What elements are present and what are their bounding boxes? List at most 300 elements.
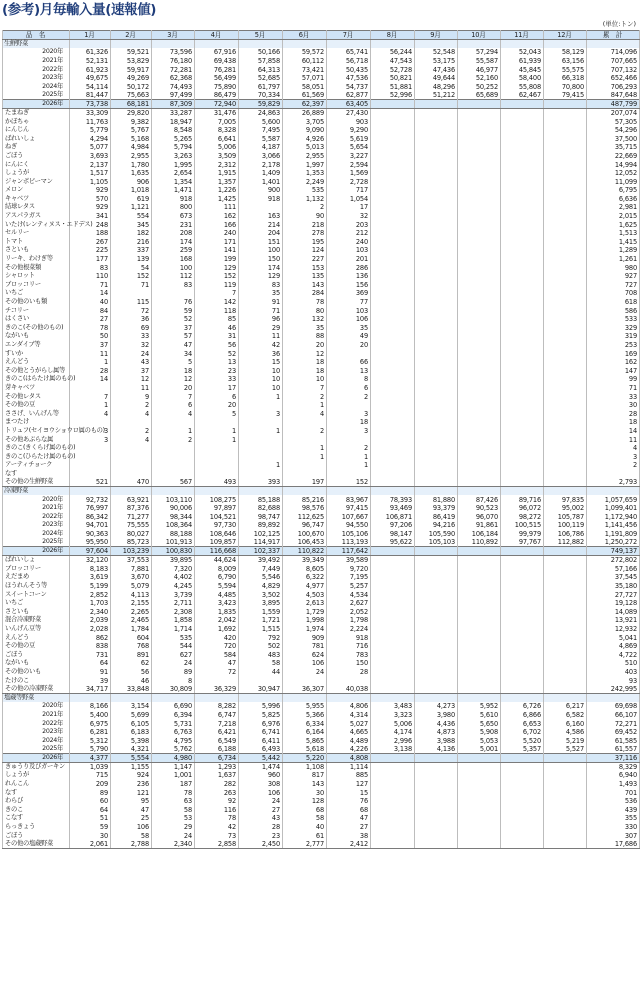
row-label: 2026年 [3, 547, 70, 556]
cell: 10 [239, 375, 283, 384]
cell: 92 [195, 797, 239, 806]
cell: 90,363 [70, 530, 111, 539]
cell: 1,226 [195, 186, 239, 195]
cell: 209 [70, 780, 111, 789]
cell: 30,809 [152, 685, 195, 694]
cell: 227 [283, 255, 327, 264]
cell: 47 [195, 659, 239, 668]
cell: 169 [587, 349, 640, 358]
row-label: かぼちゃ [3, 117, 70, 126]
cell: 2,955 [111, 152, 152, 161]
cell: 81,447 [70, 91, 111, 100]
item-row [3, 763, 640, 772]
row-label: きのこ(その他のもの) [3, 324, 70, 333]
cell [458, 384, 501, 393]
section-row [3, 40, 640, 49]
cell [501, 341, 544, 350]
cell: 1,471 [152, 186, 195, 195]
cell [458, 668, 501, 677]
cell [327, 676, 371, 685]
row-label: ながいも [3, 332, 70, 341]
cell [501, 435, 544, 444]
cell: 59 [152, 306, 195, 315]
cell [415, 324, 458, 333]
cell: 536 [587, 797, 640, 806]
cell: 56 [195, 341, 239, 350]
cell: 2,450 [239, 840, 283, 849]
cell: 11,099 [587, 177, 640, 186]
cell [371, 255, 415, 264]
row-label: 2024年 [3, 82, 70, 91]
cell: 862 [70, 633, 111, 642]
cell: 12 [111, 375, 152, 384]
cell: 2,137 [70, 160, 111, 169]
cell [544, 169, 587, 178]
row-label: たけのこ [3, 676, 70, 685]
row-label: 2021年 [3, 711, 70, 720]
cell [587, 487, 640, 496]
cell [415, 831, 458, 840]
cell: 58 [111, 831, 152, 840]
cell: 14 [587, 427, 640, 436]
cell: 77 [327, 298, 371, 307]
cell: 174 [152, 238, 195, 247]
cell: 6,188 [195, 745, 239, 754]
cell: 6,940 [587, 771, 640, 780]
cell: 4,665 [327, 728, 371, 737]
row-label: ながいも [3, 659, 70, 668]
cell: 47 [111, 806, 152, 815]
cell: 2,711 [152, 599, 195, 608]
cell: 11 [239, 332, 283, 341]
cell: 4,174 [371, 728, 415, 737]
cell: 75,890 [195, 82, 239, 91]
item-row [3, 134, 640, 143]
item-row [3, 633, 640, 642]
item-row [3, 435, 640, 444]
cell: 97,604 [70, 547, 111, 556]
row-label: スイートコーン [3, 590, 70, 599]
cell: 17 [327, 203, 371, 212]
cell: 10 [239, 384, 283, 393]
cell: 673 [152, 212, 195, 221]
cell: 111 [195, 203, 239, 212]
cell: 89 [152, 668, 195, 677]
cell: 2,224 [327, 625, 371, 634]
cell [371, 823, 415, 832]
cell: 2 [283, 427, 327, 436]
cell [327, 40, 371, 49]
cell [544, 272, 587, 281]
cell: 5,794 [152, 143, 195, 152]
cell: 1,995 [152, 160, 195, 169]
cell: 8,329 [587, 763, 640, 772]
cell [152, 289, 195, 298]
cell [544, 547, 587, 556]
cell: 1,858 [152, 616, 195, 625]
cell [371, 625, 415, 634]
cell: 20 [152, 384, 195, 393]
unit-label: (単位:トン) [602, 20, 636, 28]
cell [501, 668, 544, 677]
cell: 61,557 [587, 745, 640, 754]
cell: 1 [283, 401, 327, 410]
cell: 101,913 [152, 538, 195, 547]
cell: 50,821 [371, 74, 415, 83]
cell [70, 693, 111, 702]
cell [415, 435, 458, 444]
cell [371, 358, 415, 367]
cell [501, 427, 544, 436]
cell: 135 [283, 272, 327, 281]
cell [501, 306, 544, 315]
cell: 9,290 [327, 126, 371, 135]
cell: 43 [111, 358, 152, 367]
item-row [3, 608, 640, 617]
cell [70, 452, 111, 461]
cell: 73 [195, 831, 239, 840]
cell: 100,830 [152, 547, 195, 556]
cell [501, 152, 544, 161]
cell [501, 754, 544, 763]
cell: 624 [283, 650, 327, 659]
cell: 13 [327, 366, 371, 375]
cell [501, 160, 544, 169]
cell: 586 [587, 306, 640, 315]
cell: 900 [239, 186, 283, 195]
column-header: 品 名 [3, 31, 70, 40]
row-label: 2026年 [3, 100, 70, 109]
cell [371, 608, 415, 617]
cell [501, 366, 544, 375]
cell: 4,980 [152, 754, 195, 763]
cell: 106 [239, 788, 283, 797]
cell [327, 470, 371, 479]
cell: 50 [70, 332, 111, 341]
cell: 2,788 [111, 840, 152, 849]
cell: 707,665 [587, 57, 640, 66]
cell [501, 823, 544, 832]
row-label: その他の豆 [3, 642, 70, 651]
cell: 15 [239, 358, 283, 367]
cell [544, 160, 587, 169]
cell [544, 599, 587, 608]
row-label: アーティチョーク [3, 461, 70, 470]
cell: 2,028 [70, 625, 111, 634]
cell: 99,979 [501, 530, 544, 539]
cell: 69,438 [195, 57, 239, 66]
cell [544, 332, 587, 341]
cell: 1,289 [587, 246, 640, 255]
cell: 72,940 [195, 100, 239, 109]
cell [501, 332, 544, 341]
cell [415, 272, 458, 281]
cell: 61,797 [239, 82, 283, 91]
cell: 84 [70, 306, 111, 315]
cell: 69,698 [587, 702, 640, 711]
cell: 106,453 [283, 538, 327, 547]
cell: 2,777 [283, 840, 327, 849]
cell [544, 358, 587, 367]
cell: 33,309 [70, 109, 111, 118]
cell: 52 [195, 349, 239, 358]
cell: 76,997 [70, 504, 111, 513]
item-row [3, 186, 640, 195]
cell: 2 [283, 392, 327, 401]
year-row [3, 504, 640, 513]
row-label: エンダイブ等 [3, 341, 70, 350]
cell [501, 573, 544, 582]
cell: 6,975 [70, 719, 111, 728]
cell: 4,136 [415, 745, 458, 754]
cell [371, 332, 415, 341]
cell: 717 [327, 186, 371, 195]
cell: 4,795 [152, 736, 195, 745]
cell: 2,728 [327, 177, 371, 186]
cell [544, 608, 587, 617]
cell [70, 40, 111, 49]
cell [501, 289, 544, 298]
cell: 885 [327, 771, 371, 780]
cell: 891 [111, 650, 152, 659]
cell [458, 341, 501, 350]
cell: 5,767 [111, 126, 152, 135]
cell: 1,997 [283, 160, 327, 169]
cell: 28 [239, 823, 283, 832]
cell [415, 212, 458, 221]
item-row [3, 238, 640, 247]
year-row [3, 736, 640, 745]
cell: 88 [283, 332, 327, 341]
cell: 46 [195, 324, 239, 333]
cell: 78 [152, 788, 195, 797]
cell [371, 324, 415, 333]
cell: 3,980 [415, 711, 458, 720]
cell [501, 272, 544, 281]
cell [501, 840, 544, 849]
cell: 78 [195, 814, 239, 823]
cell: 52 [152, 315, 195, 324]
cell [501, 788, 544, 797]
row-label: シャロット [3, 272, 70, 281]
cell: 68 [283, 806, 327, 815]
cell: 65,689 [458, 91, 501, 100]
cell: 535 [283, 186, 327, 195]
cell: 28 [327, 668, 371, 677]
cell: 1,517 [70, 169, 111, 178]
row-label: 2023年 [3, 521, 70, 530]
cell: 502 [239, 642, 283, 651]
cell [283, 487, 327, 496]
cell: 3 [70, 427, 111, 436]
item-row [3, 152, 640, 161]
cell [415, 478, 458, 487]
cell [415, 409, 458, 418]
cell [544, 693, 587, 702]
item-row [3, 255, 640, 264]
cell [327, 349, 371, 358]
cell [501, 186, 544, 195]
cell [415, 754, 458, 763]
cell: 1,191,809 [587, 530, 640, 539]
cell: 6,281 [70, 728, 111, 737]
cell: 82,688 [239, 504, 283, 513]
cell [371, 126, 415, 135]
cell [501, 324, 544, 333]
cell: 100 [152, 263, 195, 272]
cell: 1,515 [239, 625, 283, 634]
cell: 98,147 [371, 530, 415, 539]
cell [415, 100, 458, 109]
cell [501, 117, 544, 126]
cell: 71 [70, 281, 111, 290]
cell: 62,397 [283, 100, 327, 109]
cell: 1 [195, 427, 239, 436]
cell [458, 418, 501, 427]
cell: 6,105 [111, 719, 152, 728]
cell [501, 642, 544, 651]
item-row [3, 573, 640, 582]
item-row [3, 401, 640, 410]
cell: 282 [195, 780, 239, 789]
cell: 116 [195, 806, 239, 815]
cell [458, 40, 501, 49]
cell [415, 126, 458, 135]
cell [415, 117, 458, 126]
cell: 1,357 [195, 177, 239, 186]
cell: 132 [283, 315, 327, 324]
cell [371, 754, 415, 763]
cell [371, 134, 415, 143]
cell: 3,154 [111, 702, 152, 711]
cell: 2,981 [587, 203, 640, 212]
cell: 97,499 [152, 91, 195, 100]
cell [283, 693, 327, 702]
cell: 72 [111, 306, 152, 315]
item-row [3, 797, 640, 806]
cell: 420 [195, 633, 239, 642]
cell: 2,412 [327, 840, 371, 849]
cell: 37,545 [587, 573, 640, 582]
cell [111, 40, 152, 49]
cell: 97,415 [327, 504, 371, 513]
cell [239, 470, 283, 479]
row-label: なす [3, 788, 70, 797]
item-row [3, 659, 640, 668]
cell [70, 461, 111, 470]
cell [415, 461, 458, 470]
item-row [3, 272, 640, 281]
cell: 112,625 [283, 513, 327, 522]
cell: 218 [283, 220, 327, 229]
cell: 5,790 [70, 745, 111, 754]
cell: 74,493 [152, 82, 195, 91]
cell [195, 444, 239, 453]
cell: 13,921 [587, 616, 640, 625]
cell: 6 [327, 384, 371, 393]
cell [327, 487, 371, 496]
cell: 701 [587, 788, 640, 797]
cell [501, 763, 544, 772]
cell [415, 220, 458, 229]
row-label: いちご [3, 599, 70, 608]
cell [371, 427, 415, 436]
cell [458, 754, 501, 763]
cell [415, 195, 458, 204]
cell: 7 [195, 289, 239, 298]
cell: 731 [70, 650, 111, 659]
cell: 619 [111, 195, 152, 204]
cell: 2 [111, 427, 152, 436]
cell: 20 [195, 401, 239, 410]
cell [458, 823, 501, 832]
cell: 58,129 [544, 48, 587, 57]
cell: 9,382 [111, 117, 152, 126]
cell [544, 324, 587, 333]
cell [544, 289, 587, 298]
cell: 2,249 [283, 177, 327, 186]
item-row [3, 685, 640, 694]
cell [415, 203, 458, 212]
cell: 2,061 [70, 840, 111, 849]
cell: 59 [70, 823, 111, 832]
cell [415, 401, 458, 410]
cell: 62,877 [327, 91, 371, 100]
cell [501, 625, 544, 634]
cell: 533 [587, 315, 640, 324]
cell: 54,296 [587, 126, 640, 135]
cell: 3,227 [327, 152, 371, 161]
cell: 103,110 [152, 495, 195, 504]
cell: 63,405 [327, 100, 371, 109]
cell: 267 [70, 238, 111, 247]
cell: 119 [195, 281, 239, 290]
item-row [3, 409, 640, 418]
cell: 3,263 [152, 152, 195, 161]
cell: 2,042 [195, 616, 239, 625]
cell: 3,619 [70, 573, 111, 582]
cell: 116,668 [195, 547, 239, 556]
cell [283, 40, 327, 49]
cell: 6,741 [239, 728, 283, 737]
cell [458, 272, 501, 281]
cell: 1,108 [283, 763, 327, 772]
cell [501, 143, 544, 152]
cell: 89,892 [239, 521, 283, 530]
row-label: 2022年 [3, 65, 70, 74]
cell: 4,926 [283, 134, 327, 143]
row-label: ささげ、いんげん等 [3, 409, 70, 418]
cell [415, 659, 458, 668]
cell: 37,553 [111, 556, 152, 565]
item-row [3, 470, 640, 479]
cell: 75,663 [111, 91, 152, 100]
cell [371, 650, 415, 659]
cell [544, 263, 587, 272]
cell: 3,509 [195, 152, 239, 161]
cell [544, 212, 587, 221]
cell: 3 [587, 452, 640, 461]
cell: 36 [239, 349, 283, 358]
cell: 720 [195, 642, 239, 651]
cell: 225 [70, 246, 111, 255]
current-year-row [3, 547, 640, 556]
cell: 2,858 [195, 840, 239, 849]
cell [371, 272, 415, 281]
cell: 96 [239, 315, 283, 324]
cell [415, 771, 458, 780]
cell: 1,559 [239, 608, 283, 617]
